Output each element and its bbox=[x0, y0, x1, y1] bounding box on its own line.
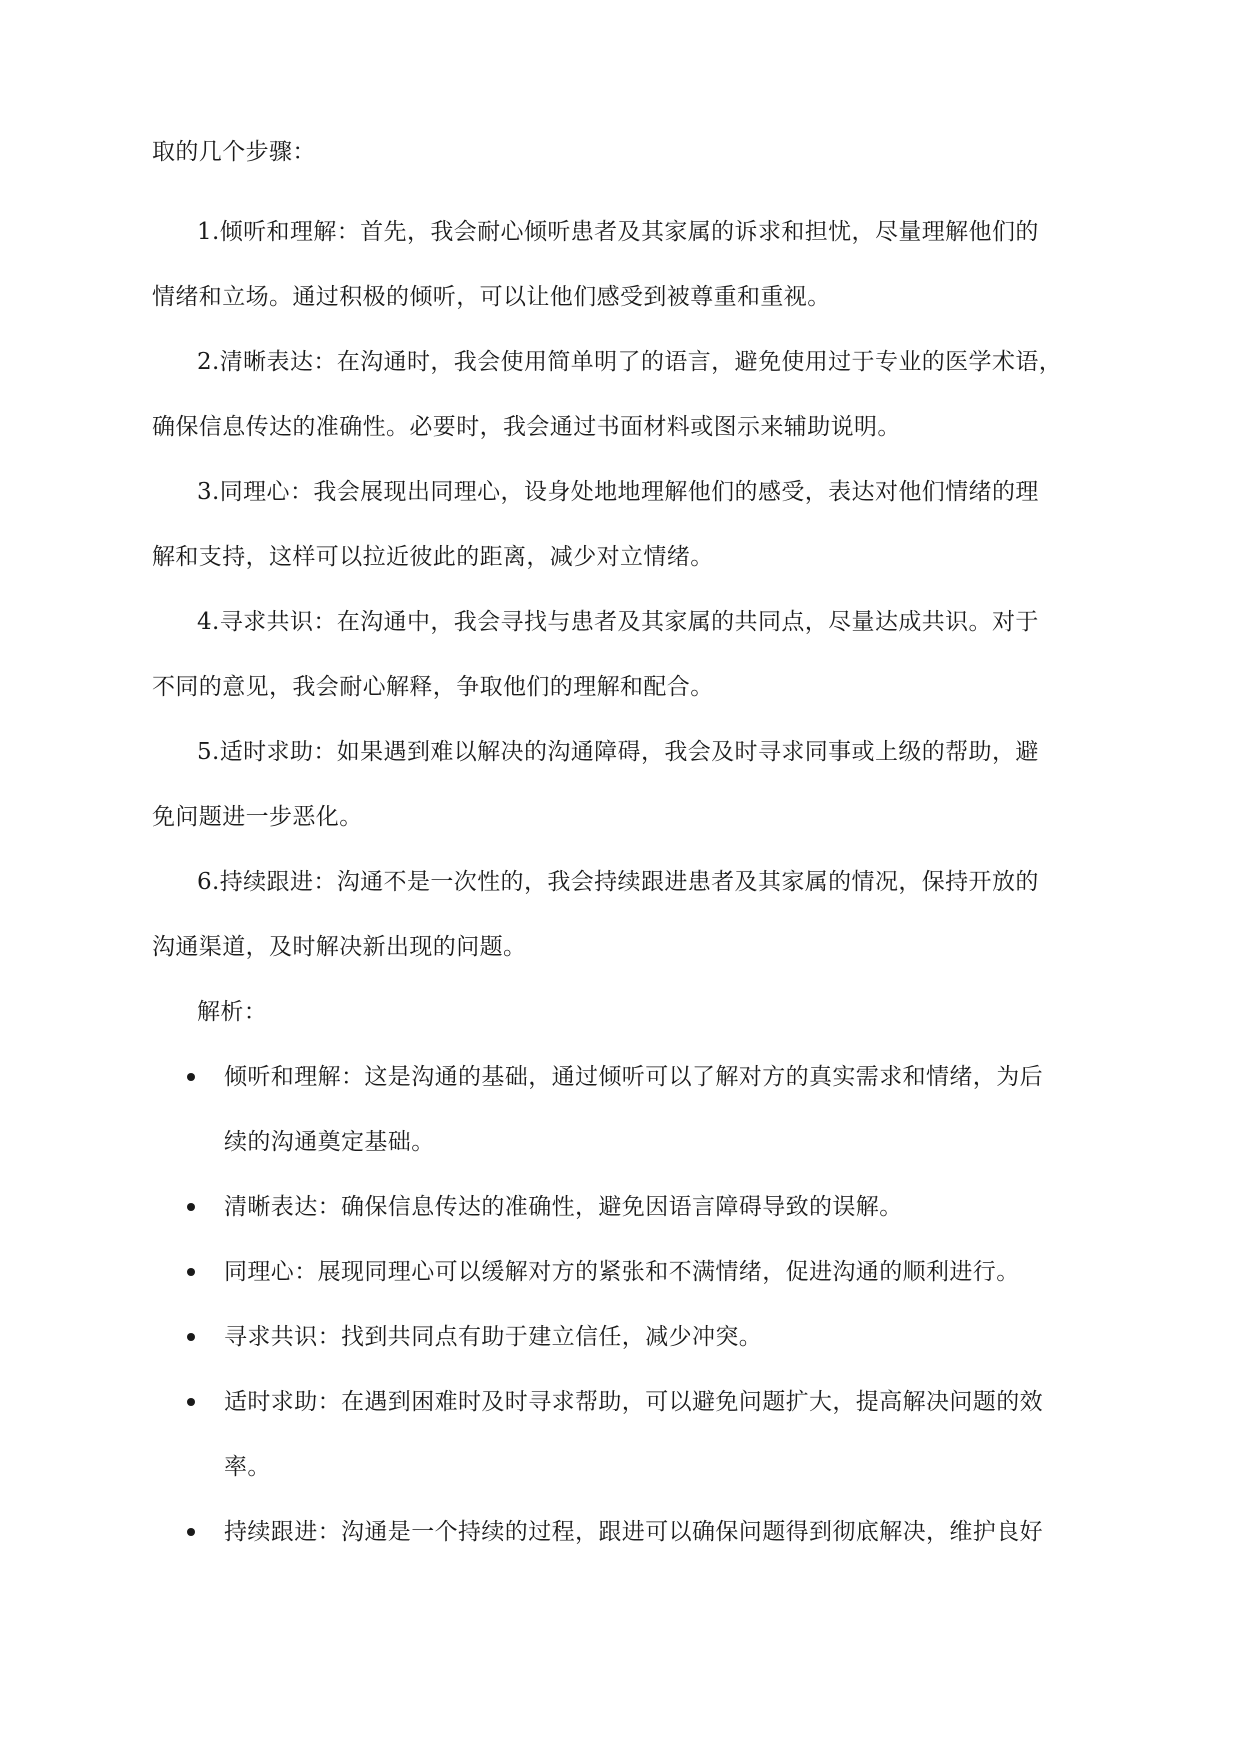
analysis-item-2-line-1: 清晰表达：确保信息传达的准确性，避免因语言障碍导致的误解。 bbox=[224, 1194, 903, 1220]
bullet-dot bbox=[187, 1333, 195, 1341]
analysis-item-6-line-1: 持续跟进：沟通是一个持续的过程，跟进可以确保问题得到彻底解决，维护良好 bbox=[224, 1519, 1043, 1545]
analysis-item-1-line-2: 续的沟通奠定基础。 bbox=[224, 1129, 435, 1155]
step-5-line-2: 免问题进一步恶化。 bbox=[152, 804, 363, 830]
bullet-dot bbox=[187, 1398, 195, 1406]
intro-text: 取的几个步骤： bbox=[152, 139, 316, 165]
bullet-dot bbox=[187, 1528, 195, 1536]
step-4-line-2: 不同的意见，我会耐心解释，争取他们的理解和配合。 bbox=[152, 674, 714, 700]
bullet-dot bbox=[187, 1203, 195, 1211]
step-6-line-2: 沟通渠道，及时解决新出现的问题。 bbox=[152, 934, 527, 960]
step-2-line-1: 2.清晰表达：在沟通时，我会使用简单明了的语言，避免使用过于专业的医学术语， bbox=[197, 349, 1063, 375]
analysis-item-1-line-1: 倾听和理解：这是沟通的基础，通过倾听可以了解对方的真实需求和情绪，为后 bbox=[224, 1064, 1043, 1090]
step-1-line-2: 情绪和立场。通过积极的倾听，可以让他们感受到被尊重和重视。 bbox=[152, 284, 831, 310]
step-5-line-1: 5.适时求助：如果遇到难以解决的沟通障碍，我会及时寻求同事或上级的帮助，避 bbox=[197, 739, 1039, 765]
analysis-item-4-line-1: 寻求共识：找到共同点有助于建立信任，减少冲突。 bbox=[224, 1324, 763, 1350]
step-3-line-1: 3.同理心：我会展现出同理心，设身处地地理解他们的感受，表达对他们情绪的理 bbox=[197, 479, 1039, 505]
step-2-line-2: 确保信息传达的准确性。必要时，我会通过书面材料或图示来辅助说明。 bbox=[152, 414, 901, 440]
analysis-item-3-line-1: 同理心：展现同理心可以缓解对方的紧张和不满情绪，促进沟通的顺利进行。 bbox=[224, 1259, 1020, 1285]
step-6-line-1: 6.持续跟进：沟通不是一次性的，我会持续跟进患者及其家属的情况，保持开放的 bbox=[197, 869, 1039, 895]
bullet-dot bbox=[187, 1268, 195, 1276]
step-3-line-2: 解和支持，这样可以拉近彼此的距离，减少对立情绪。 bbox=[152, 544, 714, 570]
step-4-line-1: 4.寻求共识：在沟通中，我会寻找与患者及其家属的共同点，尽量达成共识。对于 bbox=[197, 609, 1039, 635]
analysis-item-5-line-1: 适时求助：在遇到困难时及时寻求帮助，可以避免问题扩大，提高解决问题的效 bbox=[224, 1389, 1043, 1415]
analysis-heading: 解析： bbox=[197, 999, 268, 1025]
analysis-item-5-line-2: 率。 bbox=[224, 1454, 271, 1480]
step-1-line-1: 1.倾听和理解：首先，我会耐心倾听患者及其家属的诉求和担忧，尽量理解他们的 bbox=[197, 219, 1039, 245]
bullet-dot bbox=[187, 1073, 195, 1081]
